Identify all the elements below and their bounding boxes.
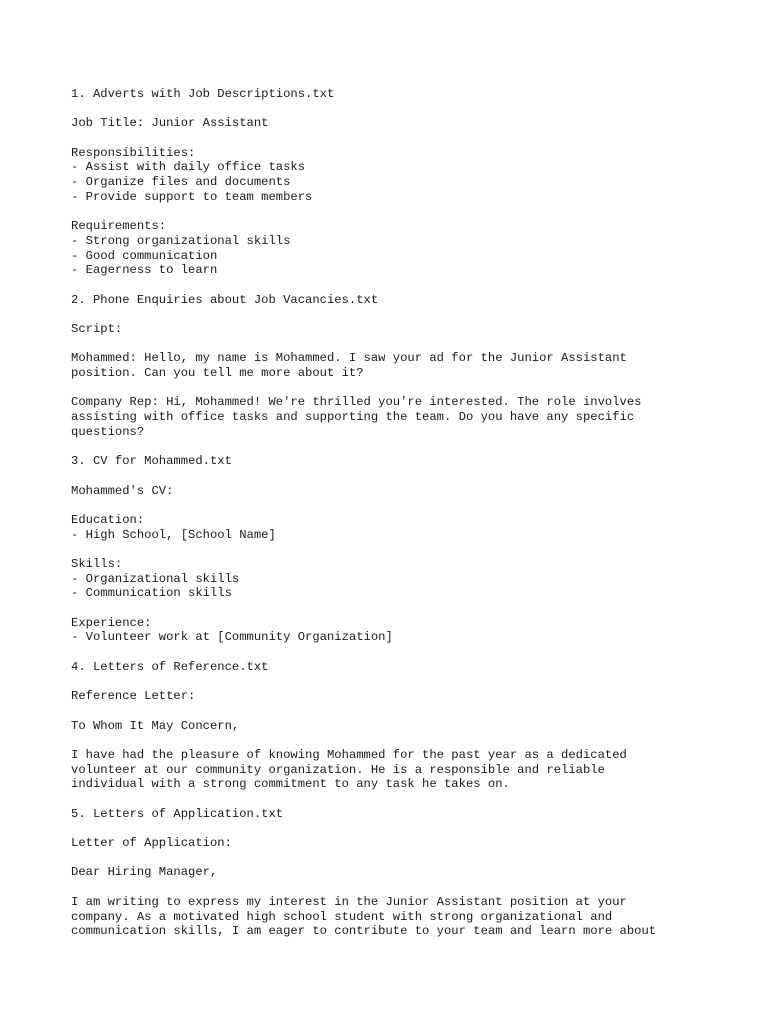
- text-line: Mohammed's CV:: [71, 483, 174, 498]
- blank-line: [71, 733, 751, 748]
- text-line: - High School, [School Name]: [71, 527, 276, 542]
- text-line: - Assist with daily office tasks: [71, 160, 306, 175]
- blank-line: [71, 851, 751, 866]
- text-line: volunteer at our community organization. He is a responsible and reliable: [71, 762, 605, 777]
- blank-line: [71, 821, 751, 836]
- text-line: Mohammed: Hello, my name is Mohammed. I saw your ad for the Junior Assistant: [71, 351, 627, 366]
- text-line: - Volunteer work at [Community Organization]: [71, 630, 393, 645]
- text-line: position. Can you tell me more about it?: [71, 366, 364, 381]
- text-line: questions?: [71, 424, 145, 439]
- text-line: - Eagerness to learn: [71, 263, 218, 278]
- text-line: communication skills, I am eager to contribute to your team and learn more about: [71, 924, 657, 939]
- document-body: [71, 87, 751, 939]
- text-line: Job Title: Junior Assistant: [71, 116, 269, 131]
- section-heading: 3. CV for Mohammed.txt: [71, 454, 232, 469]
- text-line: Dear Hiring Manager,: [71, 865, 218, 880]
- text-line: individual with a strong commitment to any task he takes on.: [71, 777, 510, 792]
- blank-line: [71, 205, 751, 220]
- text-line: Reference Letter:: [71, 689, 196, 704]
- text-line: Skills:: [71, 557, 123, 571]
- text-line: Experience:: [71, 615, 152, 630]
- blank-line: [71, 792, 751, 807]
- text-line: Responsibilities:: [71, 145, 196, 160]
- text-line: Script:: [71, 322, 123, 336]
- text-line: - Organizational skills: [71, 571, 240, 586]
- blank-line: [71, 880, 751, 895]
- section-heading: 5. Letters of Application.txt: [71, 806, 284, 821]
- blank-line: [71, 675, 751, 690]
- blank-line: [71, 131, 751, 146]
- text-line: I am writing to express my interest in the Junior Assistant position at your: [71, 894, 627, 909]
- text-line: Education:: [71, 512, 145, 527]
- blank-line: [71, 498, 751, 513]
- blank-line: [71, 102, 751, 117]
- section-heading: 1. Adverts with Job Descriptions.txt: [71, 87, 335, 101]
- blank-line: [71, 542, 751, 557]
- text-line: I have had the pleasure of knowing Mohammed for the past year as a dedicated: [71, 747, 627, 762]
- text-line: - Communication skills: [71, 586, 232, 601]
- section-heading: 2. Phone Enquiries about Job Vacancies.txt: [71, 292, 379, 307]
- blank-line: [71, 381, 751, 396]
- text-line: - Organize files and documents: [71, 175, 291, 190]
- blank-line: [71, 601, 751, 616]
- blank-line: [71, 645, 751, 660]
- text-line: company. As a motivated high school student with strong organizational and: [71, 909, 613, 924]
- blank-line: [71, 704, 751, 719]
- text-line: Letter of Application:: [71, 836, 232, 851]
- text-line: - Strong organizational skills: [71, 233, 291, 248]
- blank-line: [71, 278, 751, 293]
- section-heading: 4. Letters of Reference.txt: [71, 659, 269, 674]
- text-line: assisting with office tasks and supporting the team. Do you have any specific: [71, 410, 635, 425]
- blank-line: [71, 440, 751, 455]
- text-line: To Whom It May Concern,: [71, 718, 240, 733]
- text-line: Company Rep: Hi, Mohammed! We're thrilled you're interested. The role involves: [71, 395, 642, 410]
- blank-line: [71, 307, 751, 322]
- text-line: Requirements:: [71, 219, 167, 234]
- blank-line: [71, 469, 751, 484]
- text-line: - Provide support to team members: [71, 189, 313, 204]
- blank-line: [71, 337, 751, 352]
- text-line: - Good communication: [71, 248, 218, 263]
